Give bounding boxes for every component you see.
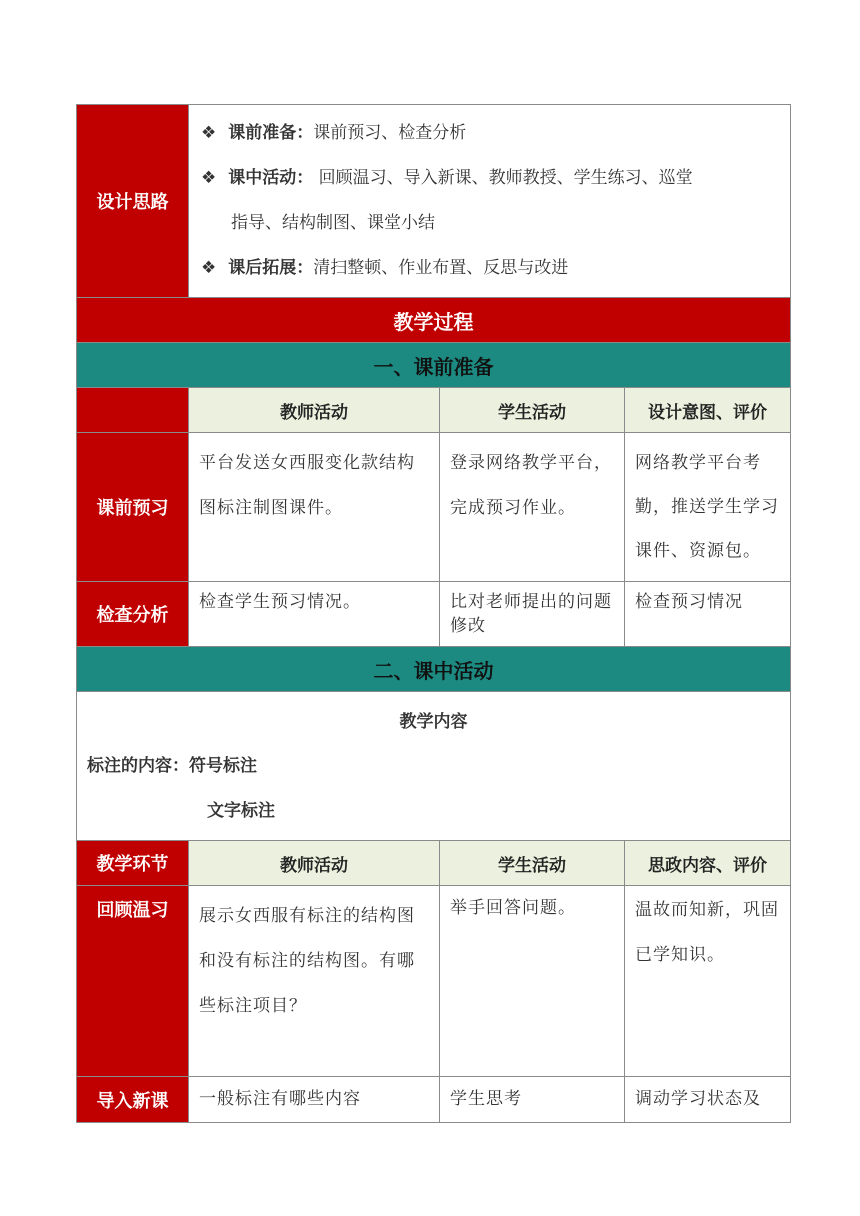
section1-header-intent: 设计意图、评价 [625,388,791,433]
teaching-content [77,692,790,840]
section2-header-intent: 思政内容、评价 [625,841,791,886]
table-row [77,886,791,1077]
section1-header-student: 学生活动 [440,388,625,433]
lesson-plan-table-wrapper [76,104,790,1123]
table-row [77,1077,791,1123]
content-line: 文字标注 [207,801,275,821]
teacher-activity: 平台发送女西服变化款结构图标注制图课件。 [189,433,440,582]
section2-header-teacher: 教师活动 [189,841,440,886]
design-item-key: 课中活动： [228,168,314,188]
table-row [77,582,791,647]
teacher-activity: 一般标注有哪些内容 [189,1077,440,1123]
design-item-text: 课前预习、检查分析 [313,123,467,143]
row-label: 检查分析 [77,582,189,647]
section1-header-teacher: 教师活动 [189,388,440,433]
design-item [201,156,782,201]
table-row [77,433,791,582]
design-intent: 检查预习情况 [625,582,791,647]
lesson-plan-table [76,104,791,1123]
section1-header-blank [77,388,189,433]
content-row [77,692,791,841]
section1-title: 一、课前准备 [77,343,791,388]
diamond-bullet-icon: ❖ [201,168,217,188]
design-row [77,105,791,298]
content-title: 教学内容 [399,712,468,732]
student-activity: 学生思考 [440,1077,625,1123]
design-item-text: 清扫整顿、作业布置、反思与改进 [313,258,569,278]
row-label: 导入新课 [77,1077,189,1123]
section2-header-student: 学生活动 [440,841,625,886]
row-label: 课前预习 [77,433,189,582]
section1-header-row [77,388,791,433]
teacher-activity: 展示女西服有标注的结构图和没有标注的结构图。有哪些标注项目？ [189,886,440,1077]
design-item [201,111,782,156]
design-intent: 温故而知新，巩固已学知识。 [625,886,791,1077]
design-item-key: 课后拓展： [228,258,314,278]
student-activity: 登录网络教学平台，完成预习作业。 [440,433,625,582]
section2-header-stage: 教学环节 [77,841,189,886]
design-intent: 网络教学平台考勤，推送学生学习课件、资源包。 [625,433,791,582]
section2-header-row [77,841,791,886]
diamond-bullet-icon: ❖ [201,258,217,278]
student-activity: 举手回答问题。 [440,886,625,1077]
design-item-text: 回顾温习、导入新课、教师教授、学生练习、巡堂 [313,168,693,188]
student-activity: 比对老师提出的问题修改 [440,582,625,647]
design-label: 设计思路 [77,105,189,298]
teacher-activity: 检查学生预习情况。 [189,582,440,647]
row-label: 回顾温习 [77,886,189,1077]
design-list [189,105,790,297]
process-title: 教学过程 [77,298,791,343]
design-item [201,246,782,291]
diamond-bullet-icon: ❖ [201,123,217,143]
design-content [189,105,791,298]
section2-title: 二、课中活动 [77,647,791,692]
design-item-continued: 指导、结构制图、课堂小结 [231,213,435,233]
content-cell [77,692,791,841]
design-item-key: 课前准备： [228,123,314,143]
content-line: 标注的内容：符号标注 [87,756,257,776]
design-intent: 调动学习状态及 [625,1077,791,1123]
